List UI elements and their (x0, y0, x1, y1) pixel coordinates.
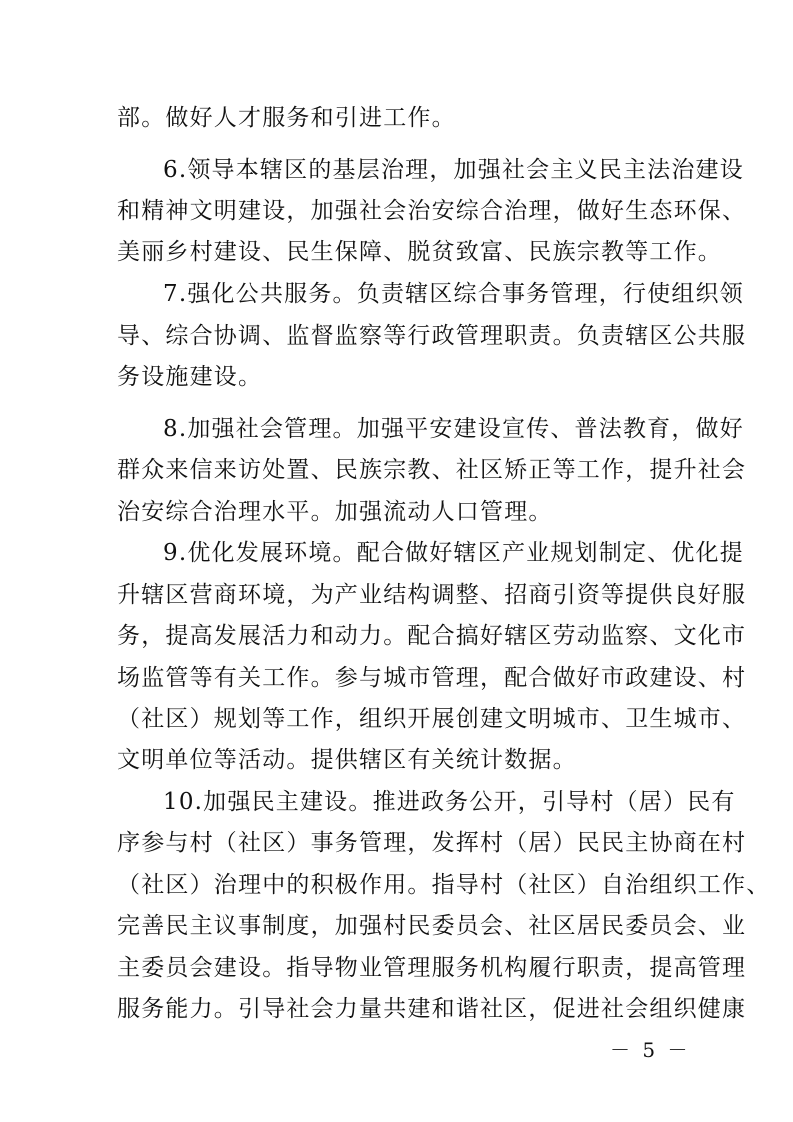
text-line: 美丽乡村建设、民生保障、脱贫致富、民族宗教等工作。 (117, 239, 722, 265)
item-6-heading-line: 6.领导本辖区的基层治理，加强社会主义民主法治建设 (163, 157, 744, 183)
text-line: 文明单位等活动。提供辖区有关统计数据。 (117, 747, 577, 773)
text-line: 和精神文明建设，加强社会治安综合治理，做好生态环保、 (117, 198, 747, 224)
text-line: 完善民主议事制度，加强村民委员会、社区居民委员会、业 (117, 913, 747, 939)
text-line: 部。做好人才服务和引进工作。 (117, 105, 456, 131)
text-line: 务，提高发展活力和动力。配合搞好辖区劳动监察、文化市 (117, 623, 747, 649)
text-line: 场监管等有关工作。参与城市管理，配合做好市政建设、村 (117, 665, 747, 691)
text-line: （社区）治理中的积极作用。指导村（社区）自治组织工作、 (117, 872, 771, 898)
text-line: 群众来信来访处置、民族宗教、社区矫正等工作，提升社会 (117, 457, 747, 483)
text-line: 导、综合协调、监督监察等行政管理职责。负责辖区公共服 (117, 323, 747, 349)
text-line: 务设施建设。 (117, 364, 263, 390)
text-line: 升辖区营商环境，为产业结构调整、招商引资等提供良好服 (117, 582, 747, 608)
text-line: （社区）规划等工作，组织开展创建文明城市、卫生城市、 (117, 706, 747, 732)
text-line: 主委员会建设。指导物业管理服务机构履行职责，提高管理 (117, 955, 747, 981)
item-10-heading-line: 10.加强民主建设。推进政务公开，引导村（居）民有 (163, 789, 736, 815)
item-9-heading-line: 9.优化发展环境。配合做好辖区产业规划制定、优化提 (163, 540, 744, 566)
text-line: 治安综合治理水平。加强流动人口管理。 (117, 499, 553, 525)
page-number: － 5 － (610, 1038, 691, 1062)
item-7-heading-line: 7.强化公共服务。负责辖区综合事务管理，行使组织领 (163, 281, 744, 307)
item-8-heading-line: 8.加强社会管理。加强平安建设宣传、普法教育，做好 (163, 416, 744, 442)
text-line: 服务能力。引导社会力量共建和谐社区，促进社会组织健康 (117, 996, 747, 1022)
text-line: 序参与村（社区）事务管理，发挥村（居）民民主协商在村 (117, 830, 747, 856)
